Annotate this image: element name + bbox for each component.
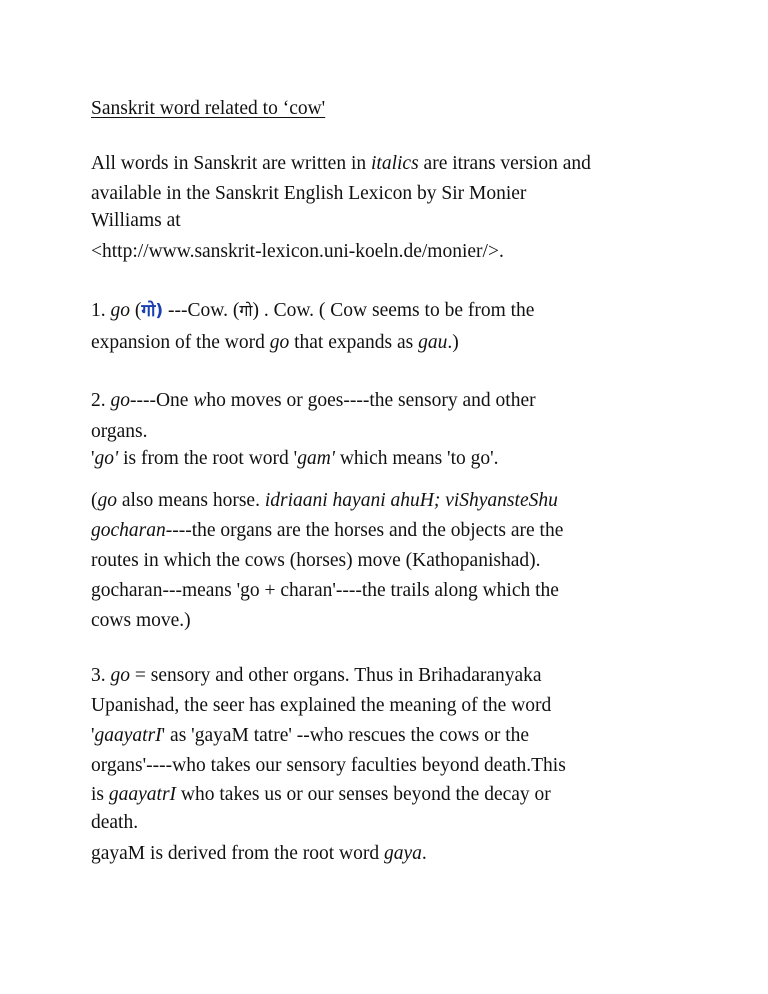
section-1-line-1 [91,298,534,322]
section-3-line-6: death. [91,812,139,833]
list-number: 1. [91,300,111,321]
italic-text: idriaani hayani ahuH; viShyansteShu [264,490,558,511]
list-number: 3. [91,665,111,686]
text: who takes us or our senses beyond the decay or [176,784,551,805]
section-2b-line-5: cows move.) [91,610,191,631]
list-number: 2. [91,390,111,411]
section-2-line-1 [91,390,536,412]
text: All words in Sanskrit are written in [91,153,371,174]
text: ) [155,301,164,321]
text: that expands as [289,332,419,353]
italic-text: go [269,332,290,353]
text: . [421,843,427,864]
text: ---Cow. ( [163,300,240,321]
italic-text: go [110,300,130,321]
text: which means 'to go'. [334,448,499,469]
italic-text: gaayatrI [108,784,177,805]
text: are itrans version and [418,153,591,174]
intro-line-4: <http://www.sanskrit-lexicon.uni-koeln.de/monier/>. [91,241,504,262]
italic-text: go' [94,448,119,469]
section-3-line-4: organs'----who takes our sensory faculties beyond death.This [91,755,566,776]
italic-text: w [193,390,207,411]
italic-text: gau [418,332,448,353]
text: ( [130,300,142,321]
italic-text: italics [371,153,419,174]
italic-text: gam' [297,448,335,469]
text: is from the root word ' [118,448,298,469]
section-2-line-3 [91,448,499,470]
text: ' [91,448,95,469]
section-3-line-7 [91,843,427,865]
document-title: Sanskrit word related to ‘cow' [91,98,326,119]
devanagari-text: गो [239,301,253,320]
text: .) [447,332,459,353]
text: ----One [130,390,194,411]
text: is [91,784,109,805]
text: also means horse. [117,490,265,511]
italic-text: gaya [383,843,422,864]
section-3-line-1 [91,665,542,687]
italic-text: gaayatrI [94,725,162,746]
text: gayaM is derived from the root word [91,843,384,864]
italic-text: go [110,390,130,411]
section-2b-line-3: routes in which the cows (horses) move (Kathopanishad). [91,550,541,571]
section-3-line-2: Upanishad, the seer has explained the meaning of the word [91,695,552,716]
text: ho moves or goes----the sensory and other [206,390,536,411]
italic-text: gocharan [91,520,166,541]
section-3-line-5 [91,784,551,806]
section-3-line-3 [91,725,529,747]
devanagari-text: गो [141,301,156,321]
section-2b-line-4: gocharan---means 'go + charan'----the trails along which the [91,580,559,601]
section-2-line-2: organs. [91,421,148,442]
text: expansion of the word [91,332,270,353]
text: ----the organs are the horses and the objects are the [165,520,564,541]
text: ' as 'gayaM tatre' --who rescues the cows or the [161,725,530,746]
italic-text: go [110,665,130,686]
text: ( [91,490,98,511]
text: = sensory and other organs. Thus in Brihadaranyaka [130,665,542,686]
text: ) . Cow. ( Cow seems to be from the [252,300,535,321]
intro-line-3: Williams at [91,210,181,231]
text: ' [91,725,95,746]
italic-text: go [97,490,117,511]
section-2b-line-2 [91,520,563,542]
section-1-line-2 [91,332,459,354]
intro-line-1 [91,153,591,175]
section-2b-line-1 [91,490,558,512]
intro-line-2: available in the Sanskrit English Lexicon by Sir Monier [91,183,527,204]
